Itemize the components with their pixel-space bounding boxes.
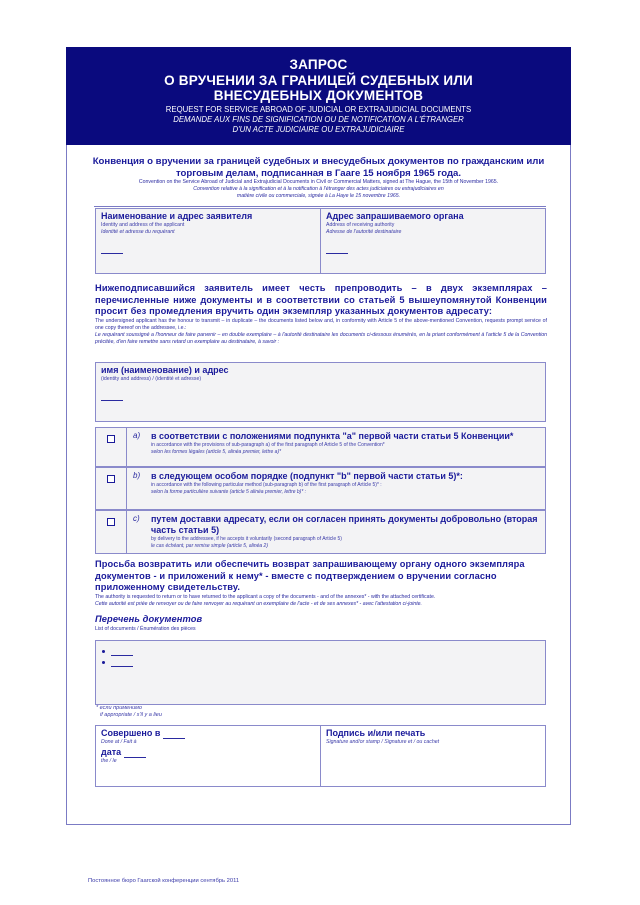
service-option-b: [95, 467, 546, 510]
return-request-en: The authority is requested to return or to have returned to the applicant a copy of the documents - and of the annexes* - with the attached certificate.: [95, 593, 436, 600]
addressee-label-ru: имя (наименование) и адрес: [101, 365, 229, 375]
service-option-c: [95, 510, 546, 554]
option-c-ru: путем доставки адресату, если он согласен принять документы добровольно (вторая часть статьи 5): [151, 514, 538, 535]
option-c-fr: le cas échéant, par remise simple (article 5, alinéa 2): [151, 543, 268, 549]
document-item-input[interactable]: [111, 658, 133, 667]
option-a-fr: selon les formes légales (article 5, alinéa premier, lettre a)*: [151, 449, 282, 455]
convention-ru: Конвенция о вручении за границей судебных и внесудебных документов по гражданским или торговым делам, подписанная в Гааге 15 ноября 1965 года.: [92, 156, 545, 179]
checkbox-option-c[interactable]: [107, 518, 115, 526]
addressee-input[interactable]: [101, 392, 123, 401]
form-title-line2: О ВРУЧЕНИИ ЗА ГРАНИЦЕЙ СУДЕБНЫХ ИЛИ: [164, 72, 473, 88]
applicant-field[interactable]: [95, 208, 321, 274]
convention-fr-line2: matière civile ou commerciale, signée à La Haye le 15 novembre 1965.: [236, 193, 401, 199]
documents-list-field[interactable]: [95, 640, 546, 705]
date-sub: the / le: [101, 758, 117, 764]
authority-input[interactable]: [326, 245, 348, 254]
documents-label-ru: Перечень документов: [95, 614, 203, 624]
done-at-row: [101, 728, 315, 739]
documents-label-sub: List of documents / Énumération des pièces: [95, 625, 196, 632]
signature-field[interactable]: [320, 725, 546, 787]
applicant-label-en: Identity and address of the applicant: [101, 222, 185, 228]
option-c-text: [151, 514, 539, 550]
document-item: [102, 646, 539, 657]
checkbox-option-b[interactable]: [107, 475, 115, 483]
authority-label-fr: Adresse de l'autorité destinataire: [326, 229, 402, 235]
receiving-authority-field[interactable]: [320, 208, 546, 274]
signature-label-sub: Signature and/or stamp / Signature et / ou cachet: [326, 739, 440, 745]
form-subtitle-fr-line1: DEMANDE AUX FINS DE SIGNIFICATION OU DE NOTIFICATION A L'ÉTRANGER: [173, 114, 464, 124]
applicant-label-ru: Наименование и адрес заявителя: [101, 211, 253, 221]
addressee-label-sub: (identity and address) / (identité et adresse): [101, 376, 202, 382]
divider: [94, 206, 546, 207]
form-title-line1: ЗАПРОС: [289, 57, 348, 72]
return-request-ru: Просьба возвратить или обеспечить возврат запрашивающему органу одного экземпляра документов - и приложений к нему* - вместе с подтверждением о вручении согласно приложенному свидетельству.: [95, 559, 525, 592]
form-title-line3: ВНЕСУДЕБНЫХ ДОКУМЕНТОВ: [213, 88, 424, 103]
addressee-field[interactable]: [95, 362, 546, 422]
done-at-date-field: [95, 725, 321, 787]
option-a-en: in accordance with the provisions of sub-paragraph a) of the first paragraph of Article 5 of the Convention*: [151, 442, 385, 448]
authority-label-en: Address of receiving authority: [326, 222, 395, 228]
convention-fr-line1: Convention relative à la signification et à la notification à l'étranger des actes judiciaires ou extrajudiciaires en: [193, 186, 444, 192]
option-a-ru: в соответствии с положениями подпункта "a" первой части статьи 5 Конвенции*: [151, 431, 514, 441]
footnote-ru: * если применимо: [96, 705, 142, 711]
service-option-a: [95, 427, 546, 467]
form-subtitle-en: REQUEST FOR SERVICE ABROAD OF JUDICIAL OR EXTRAJUDICIAL DOCUMENTS: [165, 104, 472, 114]
statement-fr: Le requérant soussigné a l'honneur de faire parvenir – en double exemplaire – à l'autorité destinataire les documents ci-dessous énumérés, en la priant conformément à l'article 5 de la Convention précitée, d'en faire remettre sans retard un exemplaire au destinataire, à savoir :: [95, 331, 547, 345]
bullet-icon: [102, 661, 105, 664]
convention-caption: [70, 156, 567, 200]
checkbox-column: [96, 428, 127, 466]
authority-label-ru: Адрес запрашиваемого органа: [326, 211, 464, 221]
option-a-text: [151, 431, 539, 456]
document-item: [102, 657, 539, 668]
statement: [95, 283, 547, 346]
date-label: дата: [101, 747, 122, 757]
checkbox-option-a[interactable]: [107, 435, 115, 443]
footer-credit: Постоянное бюро Гаагской конференции сентябрь 2011: [88, 878, 240, 884]
documents-heading: [95, 614, 547, 633]
option-b-text: [151, 471, 539, 514]
statement-en: The undersigned applicant has the honour to transmit – in duplicate – the documents listed below and, in conformity with Article 5 of the above-mentioned Convention, requests prompt service of one copy thereof on the addressee, i.e.:: [95, 317, 547, 331]
signature-label-ru: Подпись и/или печать: [326, 728, 426, 738]
footnote: [96, 705, 162, 719]
form-header: [66, 47, 571, 145]
done-at-label: Совершено в: [101, 728, 161, 738]
bullet-icon: [102, 650, 105, 653]
date-input[interactable]: [124, 749, 146, 758]
done-at-sub: Done at / Fait à: [101, 739, 137, 745]
option-c-letter: c): [133, 514, 140, 523]
date-row: [101, 747, 315, 758]
convention-en: Convention on the Service Abroad of Judicial and Extrajudicial Documents in Civil or Commercial Matters, signed at The Hague, the 15th of November 1965.: [138, 179, 499, 185]
option-b-letter: b): [133, 471, 141, 480]
option-c-en: by delivery to the addressee, if he accepts it voluntarily (second paragraph of Article 5): [151, 536, 342, 542]
done-at-input[interactable]: [163, 730, 185, 739]
form-subtitle-fr-line2: D'UN ACTE JUDICIAIRE OU EXTRAJUDICIAIRE: [232, 124, 405, 134]
option-b-fr: selon la forme particulière suivante (article 5 alinéa premier, lettre b)* :: [151, 489, 307, 495]
option-b-en: in accordance with the following particular method (sub-paragraph b) of the first paragraph of Article 5)* :: [151, 482, 382, 488]
statement-ru: Нижеподписавшийся заявитель имеет честь препроводить – в двух экземплярах – перечисленные ниже документы и в соответствии со статьей 5 вышеупомянутой Конвенции просит без промедления вручить один экземпляр указанных документов адресату:: [95, 283, 547, 316]
document-item-input[interactable]: [111, 647, 133, 656]
return-request-fr: Cette autorité est priée de renvoyer ou de faire renvoyer au requérant un exemplaire de l'acte - et de ses annexes* - avec l'attestation ci-jointe.: [95, 600, 422, 607]
applicant-label-fr: Identité et adresse du requérant: [101, 229, 175, 235]
option-b-ru: в следующем особом порядке (подпункт "b" первой части статьи 5)*:: [151, 471, 463, 481]
applicant-input[interactable]: [101, 245, 123, 254]
return-request: [95, 559, 547, 608]
footnote-sub: if appropriate / s'il y a lieu: [100, 712, 162, 718]
option-a-letter: a): [133, 431, 141, 440]
